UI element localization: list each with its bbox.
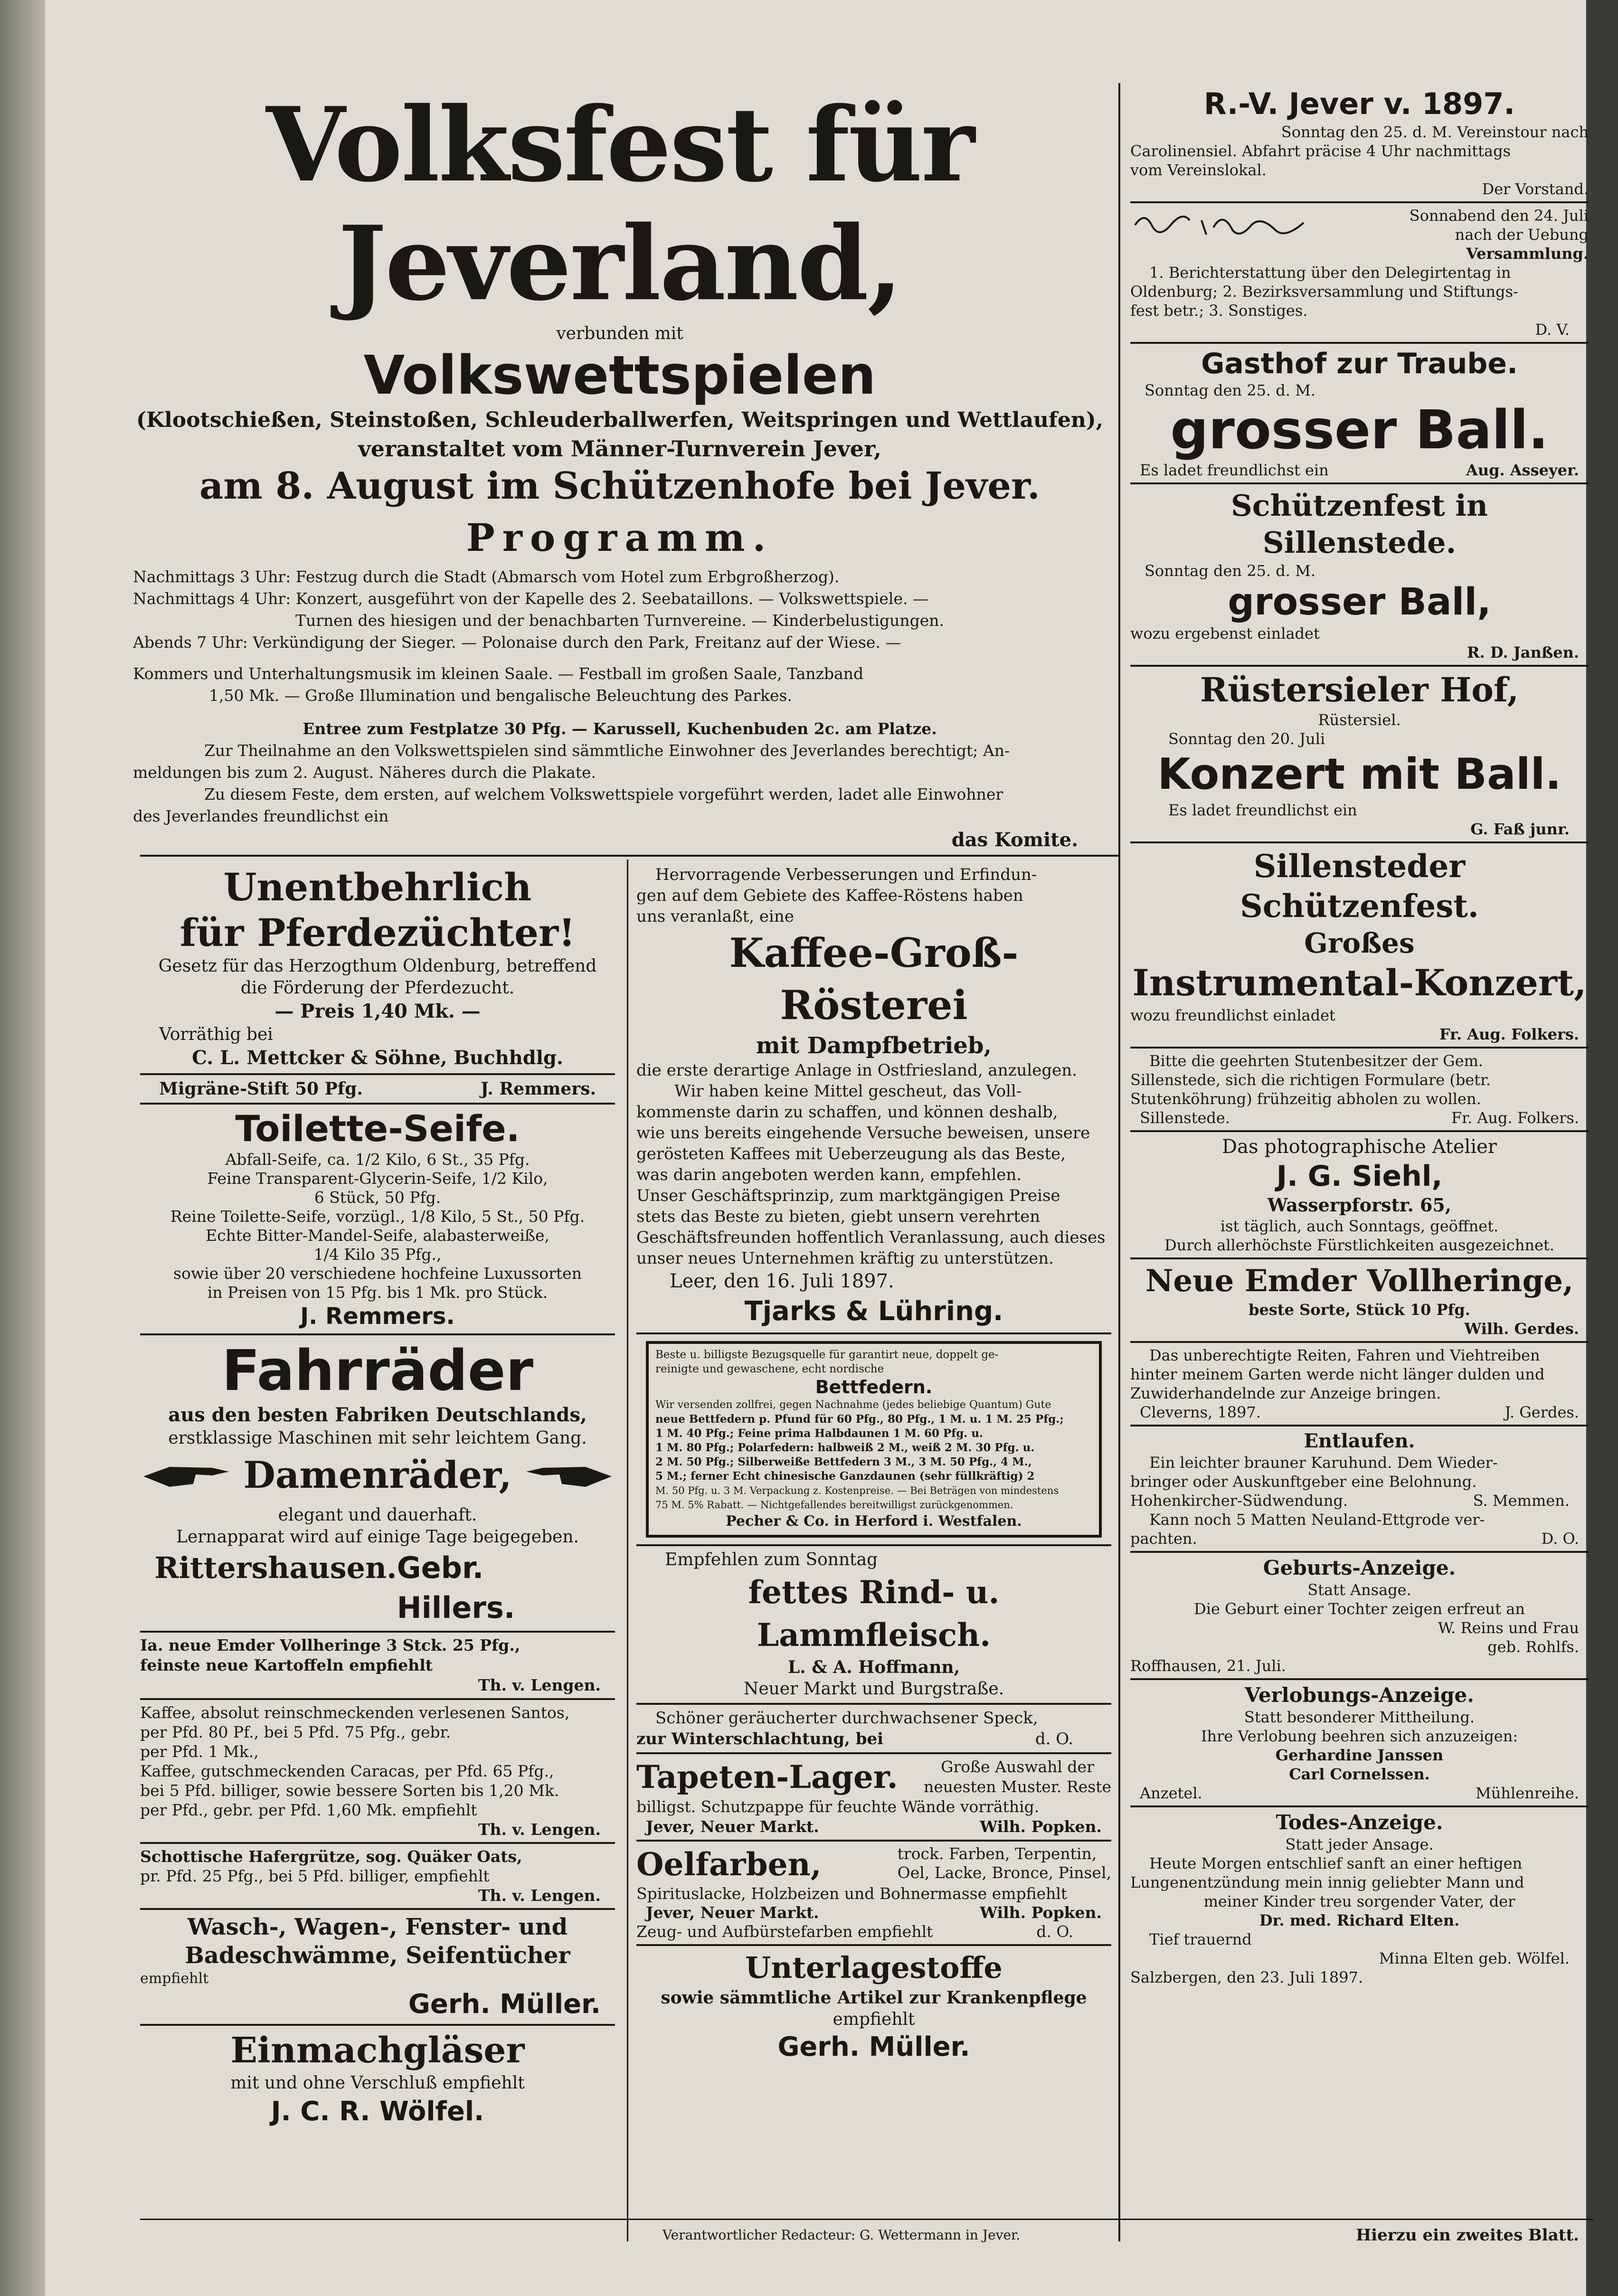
body-line: Geschäftsfreunden hoffentlich Veranlassung, auch dieses [636, 1228, 1106, 1247]
ruestersiel-ad [1130, 670, 1589, 839]
instrumental-signature: Fr. Aug. Folkers. [1439, 1025, 1579, 1043]
bett-line: Wir versenden zollfrei, gegen Nachnahme (jedes beliebige Quantum) Gute [655, 1399, 1051, 1411]
vollheringe-ad [140, 1635, 615, 1695]
rule [1130, 1678, 1589, 1680]
zweites-blatt: Hierzu ein zweites Blatt. [1356, 2226, 1579, 2245]
bitte-ad [1130, 1051, 1589, 1127]
redakteur-line: Verantwortlicher Redacteur: G. Wettermann in Jever. [662, 2227, 1021, 2243]
migraene-ad [140, 1078, 615, 1100]
footer [140, 2223, 1589, 2252]
einmach-signature: J. C. R. Wölfel. [271, 2096, 484, 2127]
wasch-signature: Gerh. Müller. [408, 1988, 601, 2020]
speck-row [636, 1729, 1111, 1749]
intro-line: Hervorragende Verbesserungen und Erfindun- [655, 865, 1037, 884]
entlaufen-row [1130, 1491, 1589, 1510]
toilette-line: in Preisen von 15 Pfg. bis 1 Mk. pro Stück. [207, 1283, 548, 1302]
bitte-line: Bitte die geehrten Stutenbesitzer der Gem. [1149, 1052, 1484, 1070]
hafer-signature: Th. v. Lengen. [478, 1886, 601, 1905]
rv-line: Carolinensiel. Abfahrt präcise 4 Uhr nachmittags [1130, 142, 1511, 160]
traube-signature: Aug. Asseyer. [1466, 461, 1579, 479]
todes-ad [1130, 1810, 1589, 1987]
tapeten-line: billigst. Schutzpappe für feuchte Wände vorräthig. [636, 1797, 1040, 1816]
rule [1130, 482, 1589, 484]
tapeten-line: Große Auswahl der [941, 1757, 1094, 1776]
rule [1130, 841, 1589, 843]
volkswettspiele-heading: Volkswettspielen [363, 345, 876, 406]
fahrrad-signature [140, 1548, 615, 1628]
rittershausen-text: Rittershausen. [154, 1550, 397, 1585]
reiten-ad [1130, 1346, 1589, 1422]
fleisch-ad [636, 1549, 1111, 1700]
geburt-place: Roffhausen, 21. Juli. [1130, 1657, 1286, 1675]
footer-row [140, 2223, 1589, 2247]
ruestersiel-invite: Es ladet freundlichst ein [1168, 801, 1357, 819]
pferde-available: Vorräthig bei [159, 1025, 273, 1044]
rule [140, 1333, 615, 1335]
sillensteder-ad [1130, 846, 1589, 1044]
tapeten-row [636, 1757, 1111, 1797]
hillers-firm: Gebr. Hillers. [397, 1550, 515, 1625]
ruestersieler-heading: Rüstersieler Hof, [1200, 670, 1519, 709]
verlobung-line: Ihre Verlobung beehren sich anzuzeigen: [1201, 1727, 1518, 1745]
kann-line: Kann noch 5 Matten Neuland-Ettgrode ver- [1149, 1511, 1485, 1529]
versammlung-side [1410, 206, 1589, 263]
tapeten-ad [636, 1757, 1111, 1837]
sonnabend-text: Sonnabend den 24. Juli [1409, 207, 1589, 225]
vollheringe-line: feinste neue Kartoffeln empfiehlt [140, 1655, 433, 1674]
versammlung-line: Oldenburg; 2. Bezirksversammlung und Stiftungs- [1130, 283, 1518, 301]
fleisch-top: Empfehlen zum Sonntag [665, 1550, 878, 1569]
migraene-text: Migräne-Stift 50 Pfg. [159, 1079, 363, 1099]
sillensteder-heading: Sillensteder Schützenfest. [1240, 848, 1479, 925]
program-line: Abends 7 Uhr: Verkündigung der Sieger. — Polonaise durch den Park, Freitanz auf der Wiese. — [133, 633, 901, 652]
geburt-subhead: Statt Ansage. [1307, 1581, 1411, 1599]
kaffee-rosterei-heading: Kaffee-Groß-Rösterei [729, 929, 1019, 1029]
bett-line: 1 M. 40 Pfg.; Feine prima Halbdaunen 1 M. 60 Pfg. u. [655, 1427, 984, 1440]
rule [636, 1332, 1111, 1334]
wasch-ad [140, 1913, 615, 2021]
rule [1130, 1047, 1589, 1049]
traube-invite: Es ladet freundlichst ein [1140, 461, 1329, 479]
rule [1130, 1257, 1589, 1259]
kann-line: pachten. [1130, 1530, 1197, 1548]
bett-line: Beste u. billigste Bezugsquelle für garantirt neue, doppelt ge- [655, 1349, 999, 1361]
emder-text: beste Sorte, Stück 10 Pfg. [1249, 1301, 1470, 1319]
einmach-text: mit und ohne Verschluß empfiehlt [230, 2073, 525, 2093]
kaffee-ad [140, 1703, 615, 1839]
traube-text: Sonntag den 25. d. M. [1145, 381, 1316, 399]
bettfedern-ad [646, 1341, 1102, 1538]
entlaufen-line: Ein leichter brauner Karuhund. Dem Wieder- [1149, 1454, 1498, 1472]
body-line: Wir haben keine Mittel gescheut, das Voll- [674, 1082, 1022, 1101]
rule [140, 1842, 615, 1844]
volksfest-title: Volksfest für Jeverland, [266, 85, 974, 323]
schuetzenfest-heading: Schützenfest in Sillenstede. [1231, 488, 1488, 560]
program-text [133, 566, 1107, 827]
unterlage-ad [636, 1949, 1111, 2064]
rule [1130, 1551, 1589, 1553]
rule-footer [140, 2219, 1593, 2220]
kann-signature: D. O. [1541, 1530, 1579, 1548]
pferde-text: Gesetz für das Herzogthum Oldenburg, betreffend [158, 956, 597, 976]
rule [1130, 201, 1589, 203]
damenraeder-heading: Damenräder, [243, 1454, 512, 1497]
rv-line: Sonntag den 25. d. M. Vereinstour nach [1281, 123, 1589, 141]
pointing-hand-left-icon [524, 1452, 614, 1504]
column-rule-main [1118, 83, 1120, 2241]
verlobung-ad [1130, 1683, 1589, 1803]
photo-text: Das photographische Atelier [1222, 1136, 1497, 1158]
verlobung-subhead: Statt besonderer Mittheilung. [1244, 1708, 1475, 1726]
uebung-text: nach der Uebung [1455, 226, 1589, 244]
damenraeder-row [140, 1449, 615, 1504]
rule [140, 1908, 615, 1910]
oel-line: trock. Farben, Terpentin, [897, 1844, 1097, 1863]
emder-heading: Neue Emder Vollheringe, [1145, 1263, 1574, 1299]
emder-ad [1130, 1262, 1589, 1338]
page-edge-shadow [1586, 0, 1618, 2296]
emder-signature: Wilh. Gerdes. [1464, 1320, 1579, 1338]
verlobung-place: Anzetel. [1140, 1784, 1202, 1802]
geburt-line: geb. Rohlfs. [1487, 1638, 1579, 1656]
pferde-ad [140, 864, 615, 1070]
hafer-ad [140, 1847, 615, 1905]
tjarks-firm: Tjarks & Lühring. [744, 1296, 1003, 1327]
geburt-line: W. Reins und Frau [1438, 1619, 1579, 1637]
todes-tief: Tief trauernd [1149, 1930, 1252, 1948]
vollheringe-signature: Th. v. Lengen. [478, 1675, 601, 1694]
bett-line: reinigte und gewaschene, echt nordische [655, 1363, 884, 1375]
dampfbetrieb-text: mit Dampfbetrieb, [756, 1032, 992, 1059]
todes-place: Salzbergen, den 23. Juli 1897. [1130, 1968, 1363, 1986]
program-line: 1,50 Mk. — Große Illumination und bengalische Beleuchtung des Parkes. [209, 686, 792, 705]
hafer-line: pr. Pfd. 25 Pfg., bei 5 Pfd. billiger, empfiehlt [140, 1866, 490, 1885]
todes-line: meiner Kinder treu sorgender Vater, der [1203, 1892, 1515, 1910]
roesterei-intro [636, 864, 1111, 927]
reiten-place: Cleverns, 1897. [1140, 1403, 1261, 1421]
kaffee-line: per Pfd. 1 Mk., [140, 1742, 259, 1761]
fahrrad-text: aus den besten Fabriken Deutschlands, [168, 1404, 587, 1426]
schuetzenfest-ad [1130, 487, 1589, 662]
event-date: am 8. August im Schützenhofe bei Jever. [199, 464, 1041, 508]
kaffee-line: Kaffee, gutschmeckenden Caracas, per Pfd. 65 Pfg., [140, 1761, 554, 1780]
body-line: was darin angeboten werden kann, empfehlen. [636, 1165, 1022, 1184]
unterlage-text: sowie sämmtliche Artikel zur Krankenpflege [661, 1988, 1087, 2008]
body-line: stets das Beste zu bieten, giebt unsern verehrten [636, 1207, 1041, 1226]
pferde-heading-1: Unentbehrlich [223, 865, 532, 909]
toilette-line: 6 Stück, 50 Pfg. [314, 1188, 441, 1207]
photo-line: Durch allerhöchste Fürstlichkeiten ausgezeichnet. [1164, 1236, 1555, 1254]
oel-row [636, 1903, 1111, 1922]
versammlung-signature: D. V. [1535, 321, 1570, 339]
programm-heading: Programm. [466, 515, 774, 560]
rule [1130, 342, 1589, 344]
roesterei-place: Leer, den 16. Juli 1897. [670, 1270, 894, 1292]
pferde-price: — Preis 1,40 Mk. — [274, 1000, 481, 1022]
todes-line: Lungenentzündung mein innig geliebter Mann und [1130, 1873, 1524, 1891]
entlaufen-signature: S. Memmen. [1473, 1492, 1570, 1510]
fahrrad-ad [140, 1338, 615, 1628]
rule [1130, 1130, 1589, 1132]
todes-wife: Minna Elten geb. Wölfel. [1379, 1949, 1570, 1967]
oel-line: Zeug- und Aufbürstefarben empfiehlt [636, 1922, 933, 1941]
traube-row [1130, 461, 1589, 480]
oel-signature: Wilh. Popken. [980, 1903, 1102, 1922]
fleisch-address: Neuer Markt und Burgstraße. [743, 1679, 1004, 1699]
oel-line: Oel, Lacke, Bronce, Pinsel, [897, 1863, 1111, 1882]
tapeten-side [924, 1757, 1111, 1797]
rule [636, 1752, 1111, 1754]
reiten-row [1130, 1403, 1589, 1422]
rule [636, 1544, 1111, 1546]
speck-line: Schöner geräucherter durchwachsener Speck, [655, 1709, 1038, 1728]
toilette-ad [140, 1107, 615, 1331]
ruestersiel-signature: G. Faß junr. [1470, 820, 1570, 838]
tapeten-line: neuesten Muster. Reste [923, 1777, 1111, 1796]
bettfedern-heading: Bettfedern. [815, 1377, 933, 1398]
oel-line: Spirituslacke, Holzbeizen und Bohnermasse empfiehlt [636, 1884, 1068, 1903]
verbunden-text: verbunden mit [556, 324, 683, 343]
unterlagestoffe-heading: Unterlagestoffe [745, 1950, 1003, 1985]
rule [1130, 1341, 1589, 1343]
organizer-line: veranstaltet vom Männer-Turnverein Jever, [358, 436, 881, 462]
rule [140, 1073, 615, 1075]
rule [140, 1103, 615, 1105]
body-line: unser neues Unternehmen kräftig zu unterstützen. [636, 1249, 1054, 1268]
grosser-ball-heading: grosser Ball. [1170, 399, 1549, 461]
bett-line: 1 M. 80 Pfg.; Polarfedern: halbweiß 2 M., weiß 2 M. 30 Pfg. u. [655, 1441, 1035, 1454]
rule [1130, 665, 1589, 667]
fleisch-signature: L. & A. Hoffmann, [787, 1657, 960, 1677]
body-line: gerösteten Kaffees mit Ueberzeugung als das Beste, [636, 1144, 1066, 1163]
bett-line: 5 M.; ferner Echt chinesische Ganzdaunen (sehr füllkräftig) 2 [655, 1470, 1035, 1483]
roesterei-ad [636, 864, 1111, 1330]
rule [1130, 1425, 1589, 1427]
column-rule-middle [627, 860, 628, 2241]
reiten-signature: J. Gerdes. [1504, 1403, 1579, 1421]
schuetzenfest-text: Sonntag den 25. d. M. [1145, 562, 1316, 580]
rv-signature: Der Vorstand. [1482, 180, 1589, 198]
todes-name: Dr. med. Richard Elten. [1259, 1911, 1460, 1929]
program-line: meldungen bis zum 2. August. Näheres durch die Plakate. [133, 763, 596, 782]
entlaufen-heading: Entlaufen. [1304, 1430, 1415, 1452]
body-line: wie uns bereits eingehende Versuche beweisen, unsere [636, 1124, 1090, 1143]
program-line: Zur Theilnahme an den Volkswettspielen sind sämmtliche Einwohner des Jeverlandes berechtigt; An- [204, 741, 1010, 760]
traube-ad [1130, 347, 1589, 480]
rv-line: vom Vereinslokal. [1130, 161, 1267, 179]
entlaufen-ad [1130, 1429, 1589, 1548]
program-line: Nachmittags 3 Uhr: Festzug durch die Stadt (Abmarsch vom Hotel zum Erbgroßherzog). [133, 567, 840, 586]
toilette-line: 1/4 Kilo 35 Pfg., [313, 1245, 442, 1264]
rule [1130, 1805, 1589, 1807]
bitte-signature: Fr. Aug. Folkers. [1451, 1109, 1579, 1127]
tapeten-address: Jever, Neuer Markt. [646, 1817, 819, 1836]
bitte-row [1130, 1108, 1589, 1127]
photo-ad [1130, 1135, 1589, 1255]
schuetzenfest-invite: wozu ergebenst einladet [1130, 624, 1320, 643]
bett-line: neue Bettfedern p. Pfund für 60 Pfg., 80 Pfg., 1 M. u. 1 M. 25 Pfg.; [655, 1413, 1064, 1426]
roesterei-body [636, 1060, 1111, 1269]
rule [140, 2024, 615, 2026]
ruestersiel-date: Sonntag den 20. Juli [1168, 730, 1325, 748]
komitee-signature: das Komite. [951, 829, 1078, 850]
bett-line: 75 M. 5% Rabatt. — Nichtgefallendes bereitwilligst zurückgenommen. [655, 1499, 1013, 1511]
geburt-ad [1130, 1556, 1589, 1675]
photo-line: ist täglich, auch Sonntags, geöffnet. [1220, 1217, 1499, 1235]
tapeten-signature: Wilh. Popken. [980, 1817, 1102, 1836]
reiten-line: Zuwiderhandelnde zur Anzeige bringen. [1130, 1384, 1441, 1402]
bitte-line: Stutenköhrung) frühzeitig abholen zu wollen. [1130, 1090, 1481, 1108]
body-line: kommenste darin zu schaffen, und können deshalb, [636, 1103, 1058, 1122]
pointing-hand-right-icon [141, 1452, 231, 1504]
speck-ad [636, 1708, 1111, 1749]
toilette-text [140, 1150, 615, 1302]
tapeten-row [636, 1817, 1111, 1837]
oel-side [898, 1844, 1111, 1884]
unterlage-text: empfiehlt [833, 2010, 915, 2029]
right-column [1130, 85, 1589, 2213]
intro-line: uns veranlaßt, eine [636, 907, 794, 926]
traube-heading: Gasthof zur Traube. [1201, 347, 1518, 380]
binding-edge [0, 0, 45, 2296]
rule [636, 1944, 1111, 1946]
einmach-heading: Einmachgläser [230, 2030, 525, 2071]
rule [140, 1631, 615, 1633]
toilette-line: Echte Bitter-Mandel-Seife, alabasterweiße, [206, 1226, 549, 1245]
rule-top-ad [140, 855, 1118, 857]
versammlung-row [1130, 206, 1589, 263]
migraene-firm: J. Remmers. [481, 1079, 596, 1099]
bett-line: M. 50 Pfg. u. 3 M. Verpackung z. Kostenpreise. — Bei Beträgen von mindestens [655, 1485, 1059, 1496]
tapeten-heading: Tapeten-Lager. [636, 1758, 898, 1795]
pferde-firm: C. L. Mettcker & Söhne, Buchhdlg. [192, 1047, 563, 1069]
program-line: Zu diesem Feste, dem ersten, auf welchem Volkswettspiele vorgeführt werden, ladet alle Einwohner [204, 785, 1003, 803]
todes-line: Heute Morgen entschlief sanft an einer heftigen [1149, 1854, 1523, 1872]
bitte-line: Sillenstede, sich die richtigen Formulare (betr. [1130, 1071, 1491, 1089]
verlobung-place: Mühlenreihe. [1476, 1784, 1579, 1802]
rule [636, 1703, 1111, 1705]
reiten-line: Das unberechtigte Reiten, Fahren und Viehtreiben [1149, 1346, 1540, 1364]
wasch-heading: Badeschwämme, Seifentücher [185, 1942, 570, 1969]
versammlung-heading: Versammlung. [1466, 245, 1589, 263]
program-line: des Jeverlandes freundlichst ein [133, 807, 389, 825]
geburt-heading: Geburts-Anzeige. [1263, 1556, 1456, 1579]
kaffee-line: bei 5 Pfd. billiger, sowie bessere Sorten bis 1,20 Mk. [140, 1781, 559, 1800]
bettfedern-firm: Pecher & Co. in Herford i. Westfalen. [726, 1513, 1022, 1530]
sports-list: (Klootschießen, Steinstoßen, Schleuderballwerfen, Weitspringen und Wettlaufen), [136, 408, 1104, 432]
wasch-heading: Wasch-, Wagen-, Fenster- und [187, 1913, 568, 1940]
oel-signature-2: d. O. [1036, 1922, 1073, 1941]
kaffee-line: Kaffee, absolut reinschmeckenden verlesenen Santos, [140, 1703, 570, 1722]
einmach-ad [140, 2029, 615, 2129]
body-line: Unser Geschäftsprinzip, zum marktgängigen Preise [636, 1186, 1060, 1205]
siehl-heading: J. G. Siehl, [1276, 1160, 1443, 1193]
speck-signature: d. O. [1035, 1729, 1073, 1748]
pferde-text: die Förderung der Pferdezucht. [240, 978, 515, 998]
instrumental-konzert-heading: Instrumental-Konzert, [1132, 962, 1587, 1004]
fahrrad-text: erstklassige Maschinen mit sehr leichtem Gang. [168, 1428, 587, 1448]
middle-column [636, 864, 1111, 2213]
intro-line: gen auf dem Gebiete des Kaffee-Röstens haben [636, 886, 1023, 905]
entlaufen-line: bringer oder Auskunftgeber eine Belohnung. [1130, 1473, 1477, 1491]
unterlage-signature: Gerh. Müller. [777, 2031, 970, 2062]
volksfest-ad [133, 85, 1107, 850]
pferde-heading-2: für Pferdezüchter! [180, 910, 576, 955]
reiten-line: hinter meinem Garten werde nicht länger dulden und [1130, 1365, 1545, 1383]
verlobung-row [1130, 1784, 1589, 1803]
schuetzenfest-signature: R. D. Janßen. [1467, 643, 1579, 661]
versammlung-line: fest betr.; 3. Sonstiges. [1130, 302, 1308, 320]
oel-row [636, 1844, 1111, 1884]
todes-heading: Todes-Anzeige. [1276, 1811, 1443, 1834]
entree-line: Entree zum Festplatze 30 Pfg. — Karussell, Kuchenbuden 2c. am Platze. [303, 719, 937, 738]
grosser-ball-heading-2: grosser Ball, [1228, 581, 1491, 624]
verlobung-name: Carl Cornelssen. [1289, 1765, 1430, 1783]
rule [140, 1698, 615, 1700]
kaffee-line: per Pfd., gebr. per Pfd. 1,60 Mk. empfiehlt [140, 1800, 477, 1819]
toilette-heading: Toilette-Seife. [235, 1107, 520, 1150]
bett-line: 2 M. 50 Pfg.; Silberweiße Bettfedern 3 M., 3 M. 50 Pfg., 4 M., [655, 1455, 1032, 1468]
toilette-line: Abfall-Seife, ca. 1/2 Kilo, 6 St., 35 Pfg. [225, 1150, 530, 1169]
kaffee-line: per Pfd. 80 Pf., bei 5 Pfd. 75 Pfg., gebr. [140, 1722, 451, 1741]
toilette-signature: J. Remmers. [300, 1303, 455, 1330]
damenraeder-text: elegant und dauerhaft. [278, 1505, 477, 1525]
lernapparat-text: Lernapparat wird auf einige Tage beigegeben. [176, 1527, 579, 1547]
verlobung-heading: Verlobungs-Anzeige. [1245, 1683, 1474, 1707]
instrumental-invite: wozu freundlichst einladet [1130, 1006, 1335, 1024]
grosses-text: Großes [1304, 927, 1415, 959]
entlaufen-place: Hohenkircher-Südwendung. [1130, 1492, 1348, 1510]
fahrraeder-heading: Fahrräder [221, 1338, 534, 1403]
oel-address: Jever, Neuer Markt. [646, 1903, 819, 1922]
vollheringe-line: Ia. neue Emder Vollheringe 3 Stck. 25 Pfg., [140, 1635, 520, 1654]
bitte-place: Sillenstede. [1140, 1109, 1230, 1127]
program-line: Turnen des hiesigen und der benachbarten Turnvereine. — Kinderbelustigungen. [295, 611, 945, 630]
rule [636, 1840, 1111, 1842]
ruestersiel-place: Rüstersiel. [1318, 711, 1401, 729]
versammlung-line: 1. Berichterstattung über den Delegirtentag in [1149, 264, 1511, 282]
toilette-line: Reine Toilette-Seife, vorzügl., 1/8 Kilo, 5 St., 50 Pfg. [170, 1207, 585, 1226]
toilette-line: Feine Transparent-Glycerin-Seife, 1/2 Kilo, [207, 1169, 548, 1188]
rv-ad [1130, 85, 1589, 198]
toilette-line: sowie über 20 verschiedene hochfeine Luxussorten [173, 1264, 582, 1283]
wasch-empfiehlt: empfiehlt [140, 1970, 209, 1987]
oelfarben-ad [636, 1844, 1111, 1941]
konzert-ball-heading: Konzert mit Ball. [1157, 749, 1561, 799]
rv-heading: R.-V. Jever v. 1897. [1203, 86, 1515, 121]
program-line: Nachmittags 4 Uhr: Konzert, ausgeführt von der Kapelle des 2. Seebataillons. — Volkswettspiele. — [133, 589, 928, 608]
oelfarben-heading: Oelfarben, [636, 1846, 822, 1883]
handwritten-scribble [1130, 206, 1330, 263]
body-line: die erste derartige Anlage in Ostfriesland, anzulegen. [636, 1061, 1077, 1080]
hafer-line: Schottische Hafergrütze, sog. Quäker Oats, [140, 1847, 522, 1866]
program-line: Kommers und Unterhaltungsmusik im kleinen Saale. — Festball im großen Saale, Tanzband [133, 664, 864, 683]
verlobung-name: Gerhardine Janssen [1275, 1746, 1444, 1764]
kaffee-signature: Th. v. Lengen. [478, 1820, 601, 1839]
photo-address: Wasserpforstr. 65, [1267, 1194, 1452, 1216]
geburt-line: Die Geburt einer Tochter zeigen erfreut an [1194, 1600, 1525, 1618]
rind-lammfleisch-heading: fettes Rind- u. Lammfleisch. [748, 1574, 1000, 1653]
speck-line: zur Winterschlachtung, bei [636, 1729, 884, 1748]
oel-row [636, 1922, 1111, 1941]
todes-subhead: Statt jeder Ansage. [1285, 1835, 1434, 1853]
versammlung-ad [1130, 206, 1589, 339]
kann-row [1130, 1529, 1589, 1548]
left-column [140, 864, 615, 2213]
